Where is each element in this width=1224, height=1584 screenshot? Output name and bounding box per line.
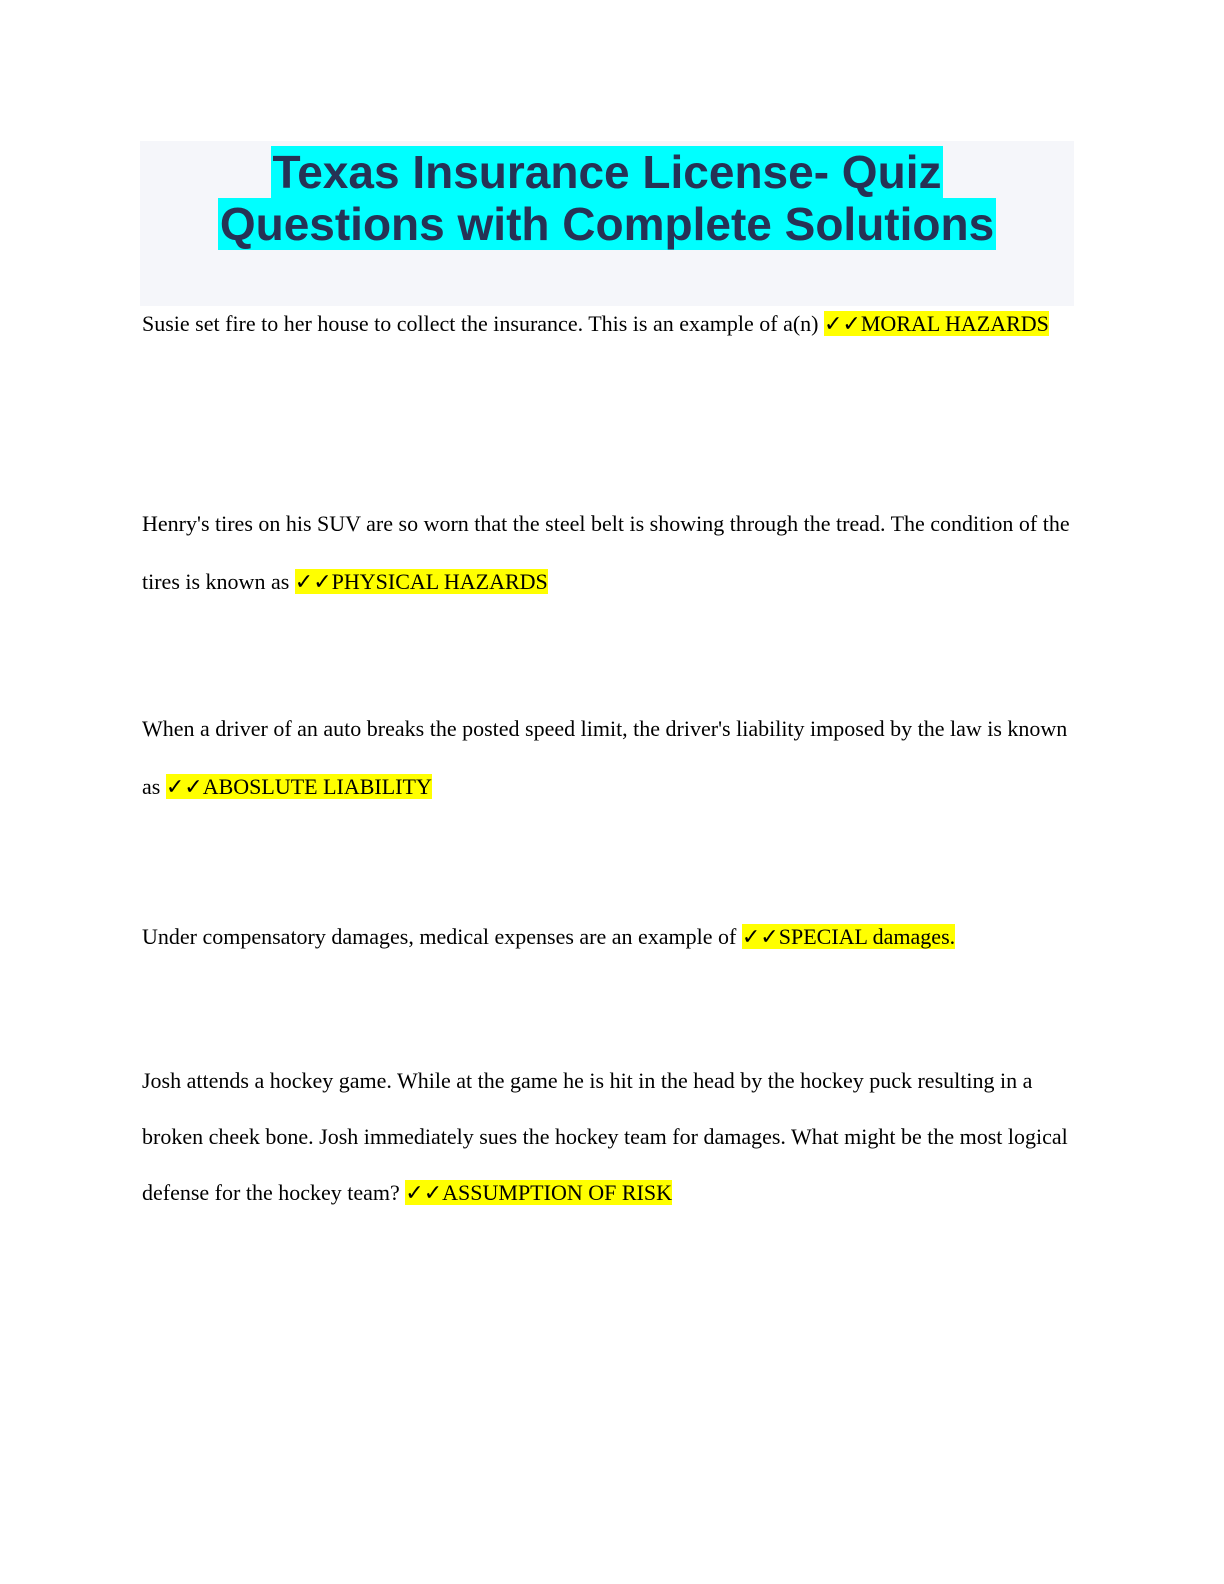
title-line-1-text: Texas Insurance License- Quiz	[272, 146, 942, 198]
answer-highlight: ✓✓PHYSICAL HAZARDS	[294, 569, 548, 594]
title-line-2	[140, 198, 1074, 250]
answer-highlight: ✓✓ASSUMPTION OF RISK	[405, 1180, 672, 1205]
title-line-2-text: Questions with Complete Solutions	[219, 198, 995, 250]
title-block	[140, 141, 1074, 306]
question-text: Susie set fire to her house to collect the insurance. This is an example of a(n)	[142, 311, 824, 336]
answer-highlight: ✓✓MORAL HAZARDS	[824, 311, 1049, 336]
answer-highlight: ✓✓SPECIAL damages.	[741, 924, 956, 949]
title-line-1	[140, 146, 1074, 198]
answer-highlight: ✓✓ABOSLUTE LIABILITY	[165, 774, 432, 799]
question-text: Under compensatory damages, medical expenses are an example of	[142, 924, 742, 949]
question-text: Josh attends a hockey game. While at the game he is hit in the head by the hockey puck resulting in a broken cheek bone. Josh immediately sues the hockey team for damages. What might be the most logical defense for the hockey team?	[142, 1068, 1068, 1205]
question-item-3	[142, 700, 1082, 816]
question-item-1	[142, 295, 1082, 353]
question-item-4	[142, 908, 1082, 966]
question-text: When a driver of an auto breaks the posted speed limit, the driver's liability imposed by the law is known as	[142, 716, 1068, 799]
question-item-2	[142, 495, 1082, 611]
question-text: Henry's tires on his SUV are so worn that the steel belt is showing through the tread. The condition of the tires is known as	[142, 511, 1070, 594]
question-item-5	[142, 1053, 1082, 1221]
